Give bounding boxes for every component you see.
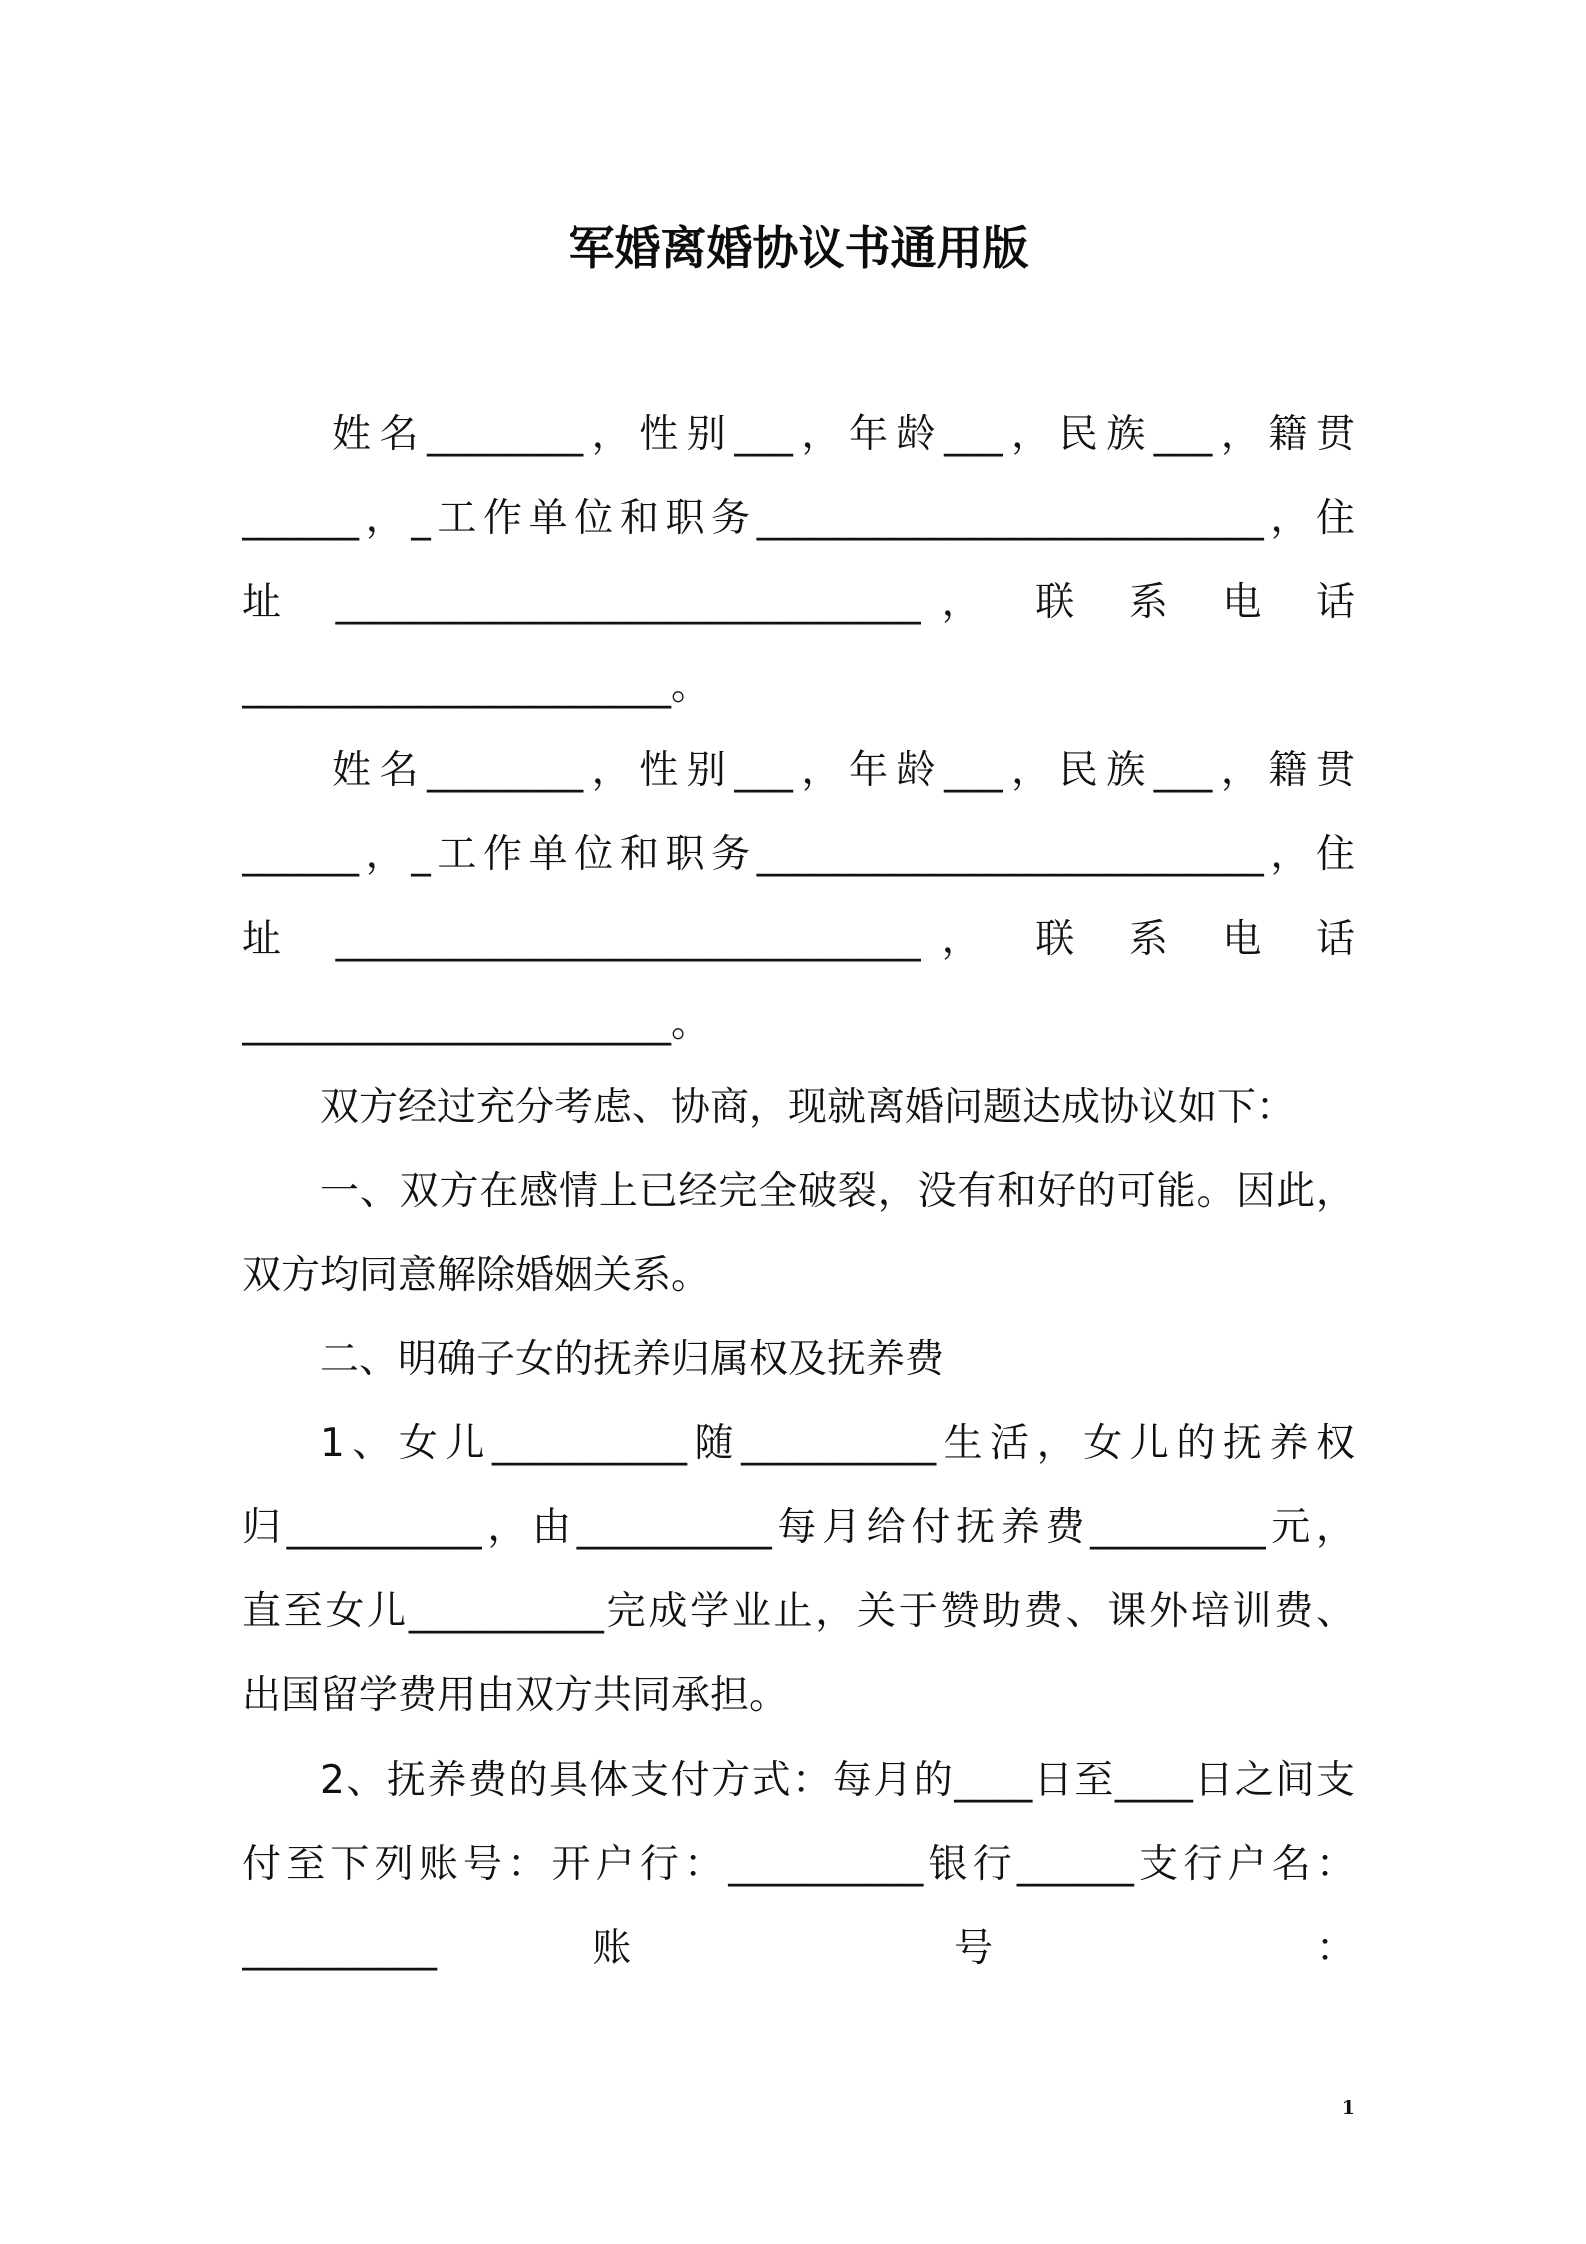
document-line: 出国留学费用由双方共同承担。 bbox=[242, 1673, 789, 1719]
document-line: 双方均同意解除婚姻关系。 bbox=[242, 1252, 711, 1298]
document-body bbox=[242, 393, 1355, 1991]
document-line: ______________________。 bbox=[242, 664, 711, 710]
document-line: 1、女儿__________随__________生活，女儿的抚养权 bbox=[320, 1421, 1355, 1467]
document-line: 直至女儿__________完成学业止，关于赞助费、课外培训费、 bbox=[242, 1589, 1355, 1635]
document-line: 姓名________，性别___，年龄___，民族___，籍贯 bbox=[332, 748, 1355, 794]
document-line: 付至下列账号：开户行：__________银行______支行户名： bbox=[242, 1841, 1355, 1887]
party-one-info bbox=[242, 393, 1355, 729]
document-line: ______________________。 bbox=[242, 1000, 711, 1046]
document-line: 址 ______________________________， 联 系 电 话 bbox=[242, 580, 1355, 626]
page-number: 1 bbox=[1341, 2097, 1355, 2119]
document-line: 2、抚养费的具体支付方式：每月的____日至____日之间支 bbox=[320, 1757, 1355, 1803]
party-two-info bbox=[242, 729, 1355, 1065]
document-line: 一、双方在感情上已经完全破裂，没有和好的可能。因此， bbox=[320, 1168, 1355, 1214]
document-line: 址 ______________________________， 联 系 电 话 bbox=[242, 916, 1355, 962]
document-line: 姓名________，性别___，年龄___，民族___，籍贯 bbox=[332, 412, 1355, 457]
document-line: 归__________，由__________每月给付抚养费_________元， bbox=[242, 1505, 1355, 1551]
clause-two-item-one bbox=[242, 1402, 1355, 1738]
clause-two-item-two bbox=[242, 1739, 1355, 1991]
agreement-intro bbox=[242, 1066, 1355, 1150]
clause-two-heading bbox=[242, 1318, 1355, 1402]
document-line: ______，_工作单位和职务__________________________，住 bbox=[242, 496, 1355, 542]
document-line: __________账 号 ： bbox=[242, 1925, 1355, 1971]
document-line: 双方经过充分考虑、协商，现就离婚问题达成协议如下： bbox=[320, 1084, 1296, 1130]
document-line: ______，_工作单位和职务__________________________，住 bbox=[242, 832, 1355, 878]
document-title: 军婚离婚协议书通用版 bbox=[568, 221, 1029, 275]
document-line: 二、明确子女的抚养归属权及抚养费 bbox=[320, 1337, 945, 1383]
clause-one bbox=[242, 1150, 1355, 1318]
